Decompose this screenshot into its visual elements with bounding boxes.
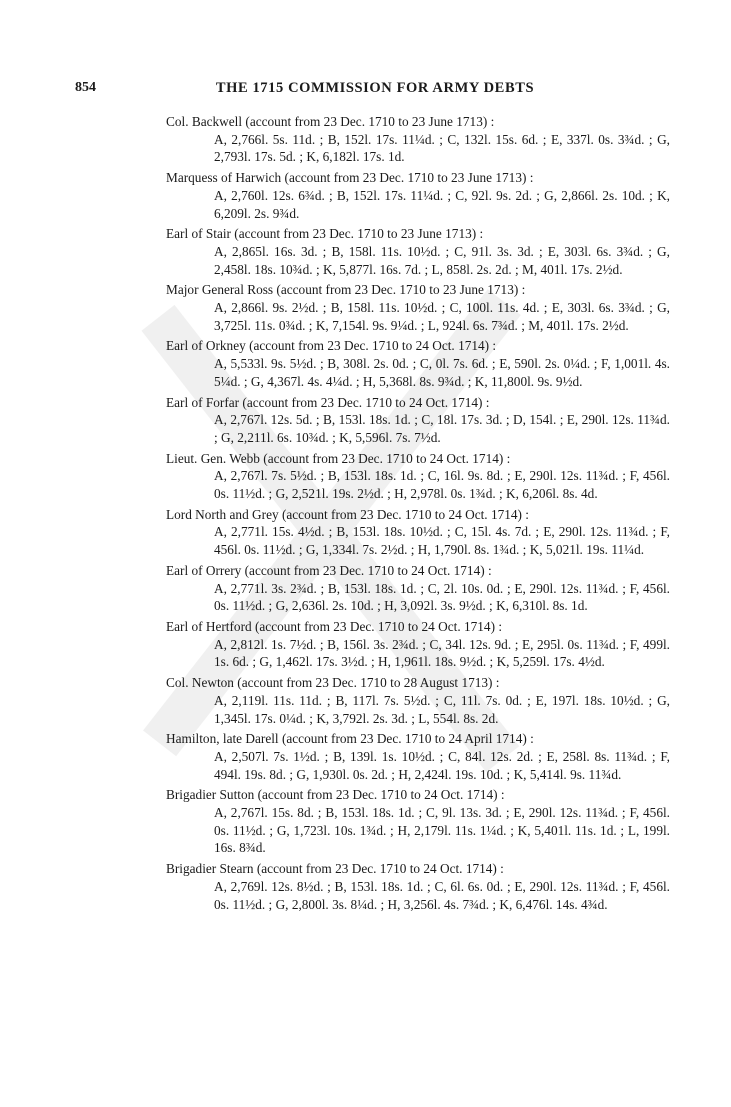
- entry-title: Earl of Orrery (account from 23 Dec. 1710 to 24 Oct. 1714) :: [166, 562, 492, 578]
- list-item: [166, 562, 670, 615]
- list-item: [166, 674, 670, 727]
- list-item: [166, 169, 670, 222]
- list-item: [166, 860, 670, 913]
- entry-body: A, 2,866l. 9s. 2½d. ; B, 158l. 11s. 10½d. ; C, 100l. 11s. 4d. ; E, 303l. 6s. 3¾d. ; G, 3,725l. 11s. 0¾d. ; K, 7,154l. 9s. 9¼d. ; L, 924l. 6s. 7¾d. ; M, 401l. 17s. 2½d.: [214, 300, 670, 333]
- list-item: [166, 225, 670, 278]
- entry-title: Lord North and Grey (account from 23 Dec. 1710 to 24 Oct. 1714) :: [166, 506, 529, 522]
- page-number: 854: [75, 80, 96, 95]
- entry-body: A, 2,812l. 1s. 7½d. ; B, 156l. 3s. 2¾d. ; C, 34l. 12s. 9d. ; E, 295l. 0s. 11¾d. ; F, 499l. 1s. 6d. ; G, 1,462l. 17s. 3½d. ; H, 1,961l. 18s. 9½d. ; K, 5,259l. 17s. 4½d.: [214, 636, 670, 670]
- list-item: [166, 337, 670, 390]
- entry-body: A, 2,119l. 11s. 11d. ; B, 117l. 7s. 5½d. ; C, 11l. 7s. 0d. ; E, 197l. 18s. 10½d. ; G, 1,345l. 17s. 0¼d. ; K, 3,792l. 2s. 3d. ; L, 554l. 8s. 2d.: [214, 692, 670, 726]
- entry-title: Marquess of Harwich (account from 23 Dec. 1710 to 23 June 1713) :: [166, 170, 534, 186]
- entry-title: Earl of Orkney (account from 23 Dec. 1710 to 24 Oct. 1714) :: [166, 338, 497, 354]
- page-header: [75, 80, 675, 100]
- entry-body: A, 2,766l. 5s. 11d. ; B, 152l. 17s. 11¼d. ; C, 132l. 15s. 6d. ; E, 337l. 0s. 3¾d. ; G, 2,793l. 17s. 5d. ; K, 6,182l. 17s. 1d.: [214, 131, 670, 165]
- entry-title: Lieut. Gen. Webb (account from 23 Dec. 1710 to 24 Oct. 1714) :: [166, 450, 511, 466]
- entry-body: A, 2,771l. 15s. 4½d. ; B, 153l. 18s. 10½d. ; C, 15l. 4s. 7d. ; E, 290l. 12s. 11¾d. ; F, 456l. 0s. 11½d. ; G, 1,334l. 7s. 2½d. ; H, 1,790l. 8s. 1¾d. ; K, 5,021l. 19s. 11¼d.: [214, 524, 670, 558]
- list-item: [166, 618, 670, 671]
- entry-body: A, 2,767l. 12s. 5d. ; B, 153l. 18s. 1d. ; C, 18l. 17s. 3d. ; D, 154l. ; E, 290l. 12s. 11¾d. ; G, 2,211l. 6s. 10¾d. ; K, 5,596l. 7s. 7½d.: [214, 412, 670, 445]
- entry-title: Major General Ross (account from 23 Dec. 1710 to 23 June 1713) :: [166, 282, 526, 298]
- entry-body: A, 2,767l. 7s. 5½d. ; B, 153l. 18s. 1d. ; C, 16l. 9s. 8d. ; E, 290l. 12s. 11¾d. ; F, 456l. 0s. 11½d. ; G, 2,521l. 19s. 2½d. ; H, 2,978l. 0s. 1¾d. ; K, 6,206l. 8s. 4d.: [214, 468, 670, 502]
- running-title: THE 1715 COMMISSION FOR ARMY DEBTS: [215, 80, 535, 96]
- entry-title: Hamilton, late Darell (account from 23 Dec. 1710 to 24 April 1714) :: [166, 731, 534, 747]
- entry-title: Earl of Hertford (account from 23 Dec. 1710 to 24 Oct. 1714) :: [166, 618, 503, 634]
- list-item: [166, 394, 670, 447]
- entry-body: A, 2,507l. 7s. 1½d. ; B, 139l. 1s. 10½d. ; C, 84l. 12s. 2d. ; E, 258l. 8s. 11¾d. ; F, 494l. 19s. 8d. ; G, 1,930l. 0s. 2d. ; H, 2,424l. 19s. 10d. ; K, 5,414l. 9s. 11¾d.: [214, 748, 670, 782]
- entry-title: Earl of Stair (account from 23 Dec. 1710 to 23 June 1713) :: [166, 226, 484, 242]
- entry-title: Earl of Forfar (account from 23 Dec. 1710 to 24 Oct. 1714) :: [166, 394, 490, 410]
- entry-title: Brigadier Sutton (account from 23 Dec. 1710 to 24 Oct. 1714) :: [166, 787, 505, 803]
- list-item: [166, 506, 670, 559]
- entry-body: A, 2,760l. 12s. 6¾d. ; B, 152l. 17s. 11¼d. ; C, 92l. 9s. 2d. ; G, 2,866l. 2s. 10d. ; K, 6,209l. 2s. 9¾d.: [214, 187, 670, 221]
- list-item: [166, 281, 670, 334]
- entry-body: A, 2,865l. 16s. 3d. ; B, 158l. 11s. 10½d. ; C, 91l. 3s. 3d. ; E, 303l. 6s. 3¾d. ; G, 2,458l. 18s. 10¾d. ; K, 5,877l. 16s. 7d. ; L, 858l. 2s. 2d. ; M, 401l. 17s. 2½d.: [214, 243, 670, 277]
- entries-list: [166, 113, 670, 916]
- entry-body: A, 2,771l. 3s. 2¾d. ; B, 153l. 18s. 1d. ; C, 2l. 10s. 0d. ; E, 290l. 12s. 11¾d. ; F, 456l. 0s. 11½d. ; G, 2,636l. 2s. 10d. ; H, 3,092l. 3s. 9½d. ; K, 6,310l. 8s. 1d.: [214, 580, 670, 614]
- entry-title: Col. Backwell (account from 23 Dec. 1710 to 23 June 1713) :: [166, 114, 495, 129]
- entry-body: A, 2,769l. 12s. 8½d. ; B, 153l. 18s. 1d. ; C, 6l. 6s. 0d. ; E, 290l. 12s. 11¾d. ; F, 456l. 0s. 11½d. ; G, 2,800l. 3s. 8¼d. ; H, 3,256l. 4s. 7¾d. ; K, 6,476l. 14s. 4¾d.: [214, 878, 670, 912]
- list-item: [166, 450, 670, 503]
- entry-body: A, 5,533l. 9s. 5½d. ; B, 308l. 2s. 0d. ; C, 0l. 7s. 6d. ; E, 590l. 2s. 0¼d. ; F, 1,001l. 4s. 5¼d. ; G, 4,367l. 4s. 4¼d. ; H, 5,368l. 8s. 9¾d. ; K, 11,800l. 9s. 9½d.: [214, 356, 670, 389]
- list-item: [166, 113, 670, 166]
- list-item: [166, 786, 670, 857]
- list-item: [166, 730, 670, 783]
- entry-body: A, 2,767l. 15s. 8d. ; B, 153l. 18s. 1d. ; C, 9l. 13s. 3d. ; E, 290l. 12s. 11¾d. ; F, 456l. 0s. 11½d. ; G, 1,723l. 10s. 1¾d. ; H, 2,179l. 11s. 1¼d. ; K, 5,401l. 11s. 1d. ; L, 199l. 16s. 8¾d.: [214, 805, 670, 856]
- entry-title: Brigadier Stearn (account from 23 Dec. 1710 to 24 Oct. 1714) :: [166, 861, 504, 877]
- entry-title: Col. Newton (account from 23 Dec. 1710 to 28 August 1713) :: [166, 675, 500, 691]
